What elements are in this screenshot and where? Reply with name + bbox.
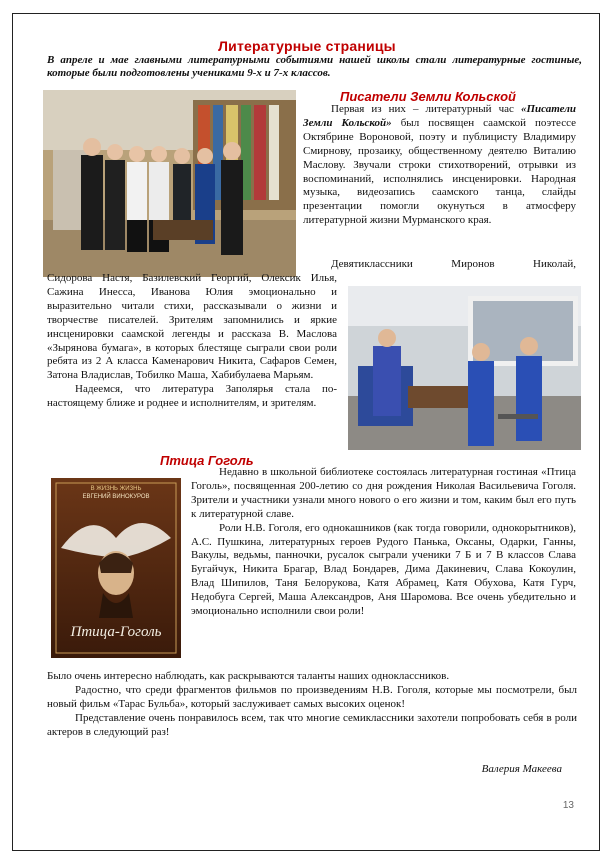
photo-students-group [43,90,296,277]
section2-para1 [191,466,576,619]
section2-para1-text: Недавно в школьной библиотеке состоялась литературная гостиная «Птица Гоголь», посвященная 200-летию со дня рождения Николая Васильевича Гоголя. Зрители и участники узнали много нового о его жизни и том, каким был его путь к литературной славе. [191,466,576,520]
book-author: ЕВГЕНИЙ ВИНОКУРОВ [82,494,150,500]
section1-title: Писатели Земли Кольской [340,89,516,104]
author-signature: Валерия Макеева [481,763,562,775]
section1-para2-start [303,258,576,272]
section2-title: Птица Гоголь [160,453,254,468]
section2-para4-text: Представление очень понравилось всем, так что многие семиклассники захотели попробовать себя в роли актеров в следующий раз! [47,711,577,738]
section1-para1-rest: был посвящен саамской поэтессе Октябрине Вороновой, поэту и публицисту Владимиру Смирнову, прозаику, общественному деятелю Виталию Маслову. Звучали строки стихотворений, отрывки из воспоминаний, исполнялись инсценировки. Народная музыка, видеозапись саамского танца, слайды презентации помогли окунуться в атмосферу литературной жизни Мурманского края. [303,116,576,227]
book-title: Птица-Гоголь [70,624,162,640]
section1-para1-start: Первая из них – литературный час [331,103,521,115]
section1-para3-text: Надеемся, что литература Заполярья стала по-настоящему ближе и роднее и исполнителям, и зрителям. [47,383,337,410]
section2-para2-text: Роли Н.В. Гоголя, его однокашников (как тогда говорили, однокорытников), А.С. Пушкина, литературных героев Рудого Панька, Оксаны, Одарки, Ганны, Вакулы, ведьмы, панночки, русалок сыграли ученики 7 Б и 7 В классов Слава Бугайчук, Никита Брагар, Влад Бондарев, Дима Дакиневич, Слава Кокоулин, Влад Шипилов, Таня Белорукова, Катя Абрамец, Катя Обухова, Катя Гурч, Недобуга Сергей, Маша Александров, Аня Шаромова. Все очень убедительно и эмоционально исполнили свои роли! [191,521,576,618]
section2-para3-text: Радостно, что среди фрагментов фильмов по произведениям Н.В. Гоголя, которые мы посмотрели, был новый фильм «Тарас Бульба», который заслуживает самых высоких оценок! [47,683,577,710]
page-number: 13 [562,800,574,811]
section1-para2-text: Сидорова Настя, Базилевский Георгий, Олексик Илья, Сажина Инесса, Иванова Юлия эмоционально и выразительно читали стихи, рассказывали о жизни и творчестве писателей. Зрителям запомнились и яркие инсценировки саамской легенды и рассказа В. Маслова «Зырянова бумага», в которых блестяще сыграли свои роли ребята из 2 А класса Каменарович Никита, Сафаров Семен, Затона Владислав, Тобилко Маша, Хабибулаева Марьям. [47,272,337,382]
book-cover-image [51,478,181,658]
section2-lower [47,670,577,740]
photo-performance [348,286,581,450]
section1-para2-start-text: Девятиклассники Миронов Николай, [331,258,576,270]
section1-para2 [47,272,337,411]
section1-para1 [303,103,576,228]
section1-event-name: «Писатели Земли Кольской» [303,103,576,129]
page-title: Литературные страницы [218,38,396,54]
intro-text: В апреле и мае главными литературными событиями нашей школы стали литературные гостиные, которые были подготовлены учениками 9-х и 7-х классов. [47,54,582,79]
section2-para2-end: Было очень интересно наблюдать, как раскрываются таланты наших одноклассников. [47,670,450,682]
book-series: В ЖИЗНЬ ЖИЗНЬ [90,486,142,492]
